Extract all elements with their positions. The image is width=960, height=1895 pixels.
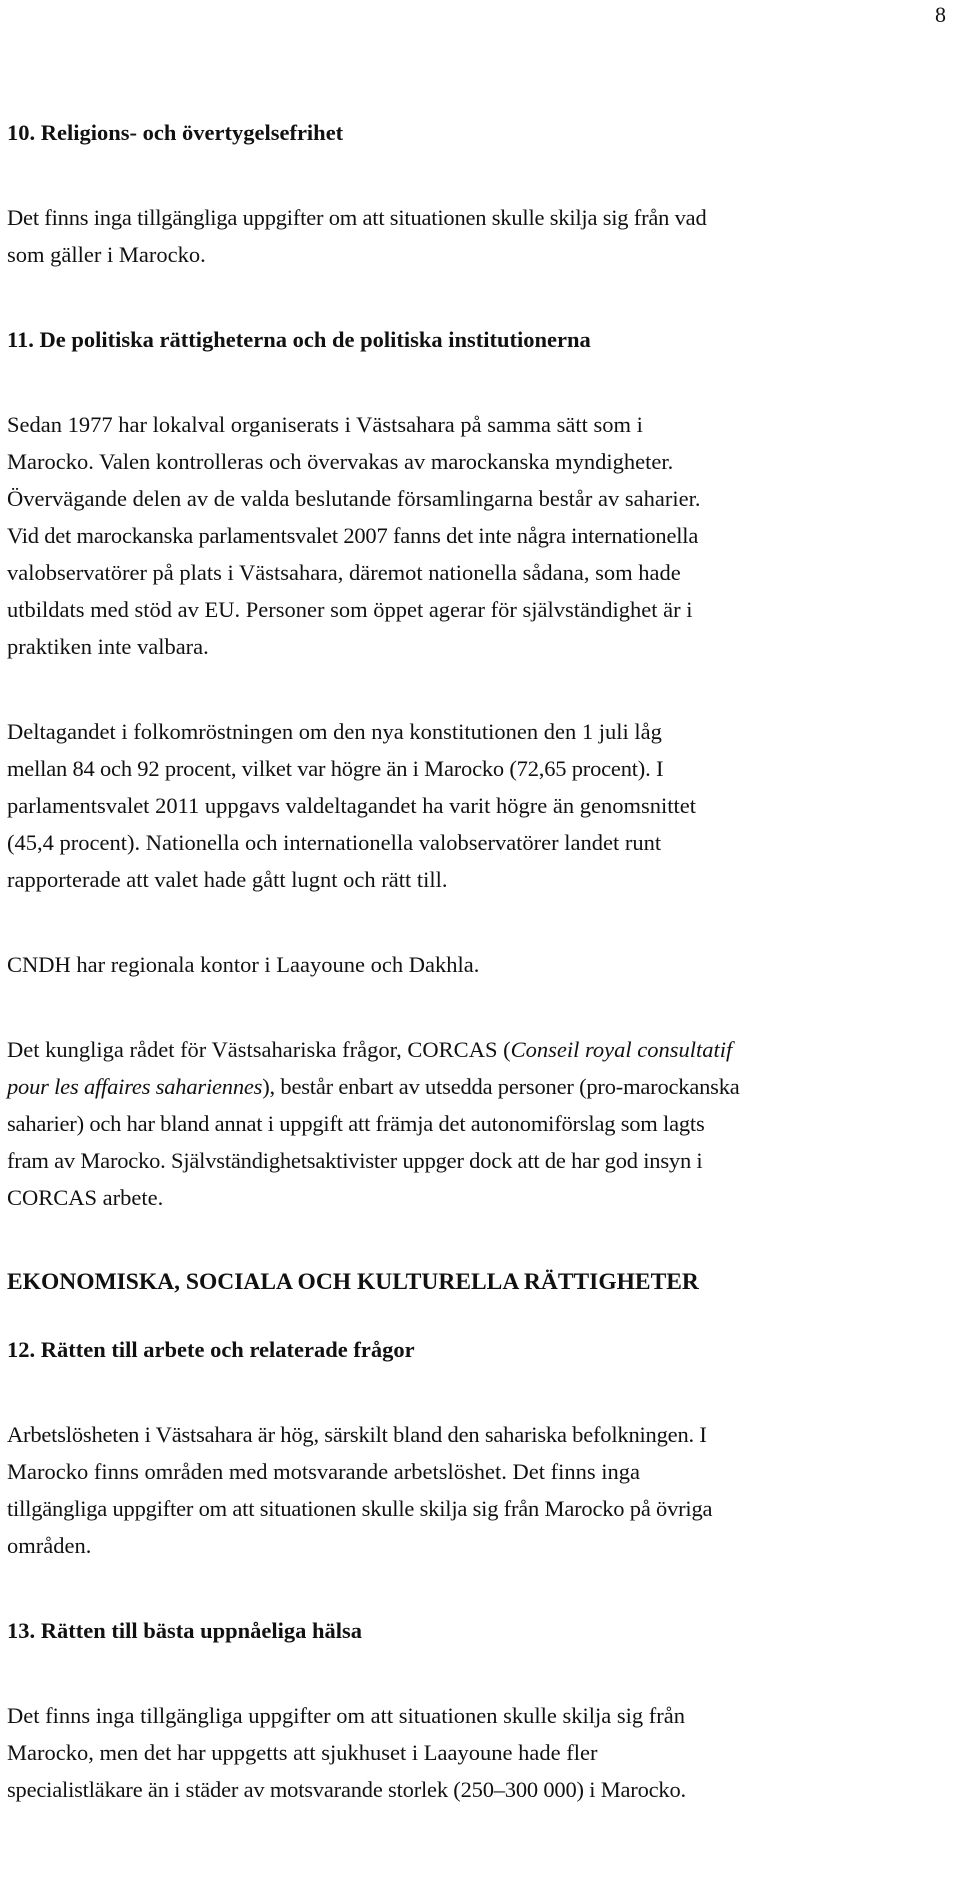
section-10-heading: 10. Religions- och övertygelsefrihet: [7, 120, 344, 145]
text-line: (45,4 procent). Nationella och internationella valobservatörer landet runt: [7, 830, 662, 855]
text-line: Det finns inga tillgängliga uppgifter om att situationen skulle skilja sig från: [7, 1703, 685, 1728]
text-line: rapporterade att valet hade gått lugnt och rätt till.: [7, 867, 448, 892]
text-line: Marocko finns områden med motsvarande arbetslöshet. Det finns inga: [7, 1459, 640, 1484]
text-line: saharier) och har bland annat i uppgift att främja det autonomiförslag som lagts: [7, 1111, 705, 1136]
section-11-paragraph-4: [7, 1031, 952, 1216]
section-12-heading: 12. Rätten till arbete och relaterade frågor: [7, 1337, 415, 1362]
section-11-paragraph-2: [7, 713, 952, 898]
text-line: Vid det marockanska parlamentsvalet 2007 fanns det inte några internationella: [7, 523, 699, 548]
section-12-paragraph-1: [7, 1416, 952, 1564]
section-11-paragraph-3: [7, 946, 952, 983]
section-13-paragraph-1: [7, 1697, 952, 1808]
text-line: Marocko, men det har uppgetts att sjukhuset i Laayoune hade fler: [7, 1740, 598, 1765]
text-line: Deltagandet i folkomröstningen om den nya konstitutionen den 1 juli låg: [7, 719, 662, 744]
text-line: Övervägande delen av de valda beslutande församlingarna består av saharier.: [7, 486, 701, 511]
section-11-heading: 11. De politiska rättigheterna och de politiska institutionerna: [7, 327, 591, 352]
section-11-paragraph-1: [7, 406, 952, 665]
italic-french-title: pour les affaires sahariennes: [7, 1074, 263, 1099]
page-number: 8: [935, 2, 946, 27]
text-line: som gäller i Marocko.: [7, 242, 206, 267]
text-line: områden.: [7, 1533, 92, 1558]
text-line: CORCAS arbete.: [7, 1185, 164, 1210]
text-fragment: ), består enbart av utsedda personer (pro-marockanska: [262, 1074, 740, 1099]
text-line: fram av Marocko. Självständighetsaktivister uppger dock att de har god insyn i: [7, 1148, 703, 1173]
text-line: utbildats med stöd av EU. Personer som öppet agerar för självständighet är i: [7, 597, 693, 622]
text-line: valobservatörer på plats i Västsahara, däremot nationella sådana, som hade: [7, 560, 681, 585]
text-fragment: Det kungliga rådet för Västsahariska frågor, CORCAS (: [7, 1037, 511, 1062]
text-line: Det finns inga tillgängliga uppgifter om att situationen skulle skilja sig från vad: [7, 205, 707, 230]
text-line: CNDH har regionala kontor i Laayoune och Dakhla.: [7, 952, 480, 977]
italic-french-title: Conseil royal consultatif: [510, 1037, 733, 1062]
text-line: [7, 1068, 952, 1105]
section-10-paragraph-1: [7, 199, 952, 273]
text-line: Marocko. Valen kontrolleras och övervakas av marockanska myndigheter.: [7, 449, 674, 474]
text-line: [7, 1031, 952, 1068]
section-13-heading: 13. Rätten till bästa uppnåeliga hälsa: [7, 1618, 363, 1643]
part-heading: EKONOMISKA, SOCIALA OCH KULTURELLA RÄTTIGHETER: [7, 1269, 699, 1295]
text-line: parlamentsvalet 2011 uppgavs valdeltagandet ha varit högre än genomsnittet: [7, 793, 696, 818]
text-line: praktiken inte valbara.: [7, 634, 209, 659]
text-line: Sedan 1977 har lokalval organiserats i Västsahara på samma sätt som i: [7, 412, 643, 437]
text-line: mellan 84 och 92 procent, vilket var högre än i Marocko (72,65 procent). I: [7, 756, 664, 781]
text-line: specialistläkare än i städer av motsvarande storlek (250–300 000) i Marocko.: [7, 1777, 686, 1802]
text-line: Arbetslösheten i Västsahara är hög, särskilt bland den sahariska befolkningen. I: [7, 1422, 707, 1447]
document-body: [7, 114, 952, 1808]
text-line: tillgängliga uppgifter om att situationen skulle skilja sig från Marocko på övriga: [7, 1496, 713, 1521]
